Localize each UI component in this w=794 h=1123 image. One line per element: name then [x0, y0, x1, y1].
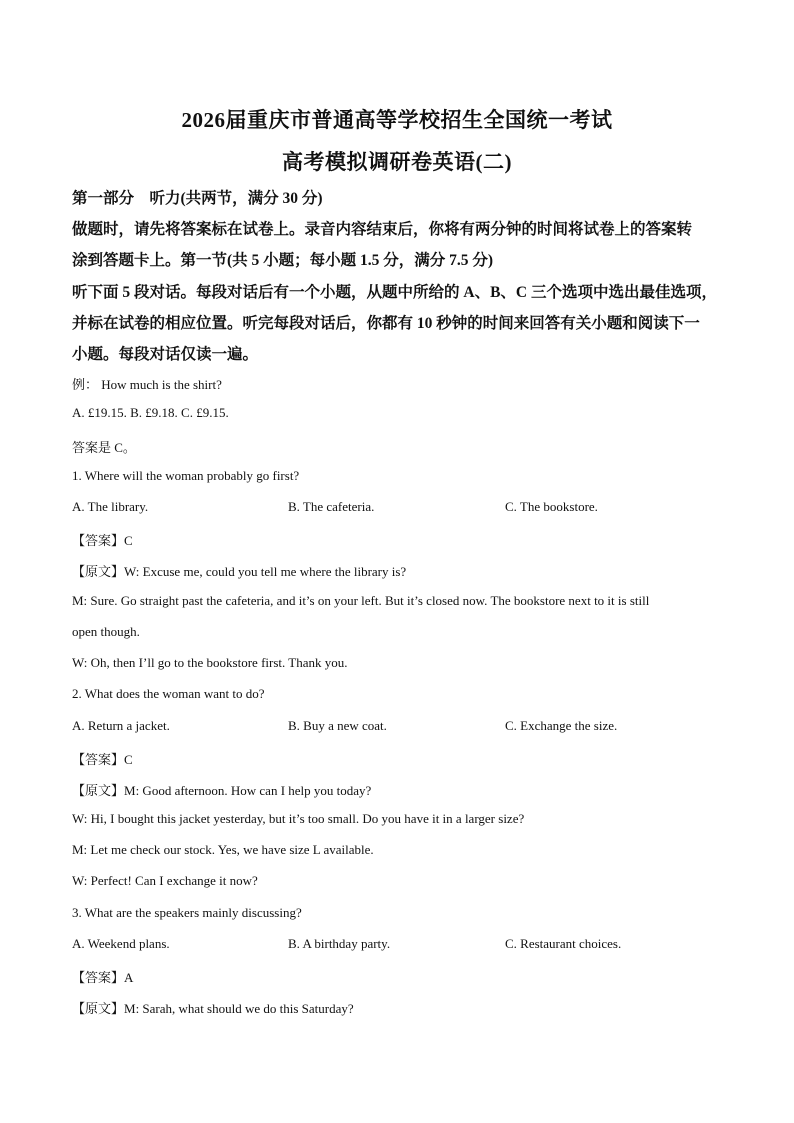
q1-transcript-line: W: Oh, then I’ll go to the bookstore first. Thank you.	[72, 655, 348, 670]
q2-transcript-line	[72, 780, 371, 799]
q1-transcript-line: open though.	[72, 624, 140, 639]
transcript-text: M: Sarah, what should we do this Saturday?	[124, 1001, 354, 1016]
q3-answer	[72, 967, 133, 986]
part-heading: 第一部分 听力(共两节，满分 30 分)	[72, 190, 323, 207]
transcript-tag: 【原文】	[72, 783, 125, 798]
q1-option-b: B. The cafeteria.	[288, 499, 375, 514]
answer-value: A	[124, 970, 134, 985]
instruction-line-3: 小题。每段对话仅读一遍。	[72, 346, 259, 363]
question-3: 3. What are the speakers mainly discussing?	[72, 905, 302, 920]
q2-answer	[72, 749, 133, 768]
answer-tag: 【答案】	[72, 752, 125, 767]
q2-transcript-line: W: Perfect! Can I exchange it now?	[72, 873, 258, 888]
q2-transcript-line: M: Let me check our stock. Yes, we have size L available.	[72, 842, 374, 857]
q3-option-a: A. Weekend plans.	[72, 936, 170, 951]
q3-option-b: B. A birthday party.	[288, 936, 391, 951]
transcript-tag: 【原文】	[72, 564, 125, 579]
q1-transcript-line	[72, 561, 406, 580]
answer-tag: 【答案】	[72, 533, 125, 548]
q3-transcript-line	[72, 998, 354, 1017]
q1-option-c: C. The bookstore.	[505, 499, 598, 514]
question-1: 1. Where will the woman probably go first?	[72, 468, 300, 483]
q3-option-c: C. Restaurant choices.	[505, 936, 622, 951]
exam-subtitle: 高考模拟调研卷英语(二)	[282, 150, 512, 174]
q1-transcript-line: M: Sure. Go straight past the cafeteria, and it’s on your left. But it’s closed now. The bookstore next to it is still	[72, 593, 650, 608]
example-options: A. £19.15. B. £9.18. C. £9.15.	[72, 405, 229, 420]
exam-title: 2026届重庆市普通高等学校招生全国统一考试	[181, 108, 613, 132]
instruction-line-2: 并标在试卷的相应位置。听完每段对话后，你都有 10 秒钟的时间来回答有关小题和阅读下一	[72, 315, 700, 332]
answer-value: C	[124, 752, 133, 767]
q2-option-a: A. Return a jacket.	[72, 718, 170, 733]
example-answer: 答案是 C。	[72, 440, 136, 455]
q2-option-c: C. Exchange the size.	[505, 718, 618, 733]
transcript-tag: 【原文】	[72, 1001, 125, 1016]
transcript-text: M: Good afternoon. How can I help you today?	[124, 783, 372, 798]
question-2: 2. What does the woman want to do?	[72, 686, 265, 701]
intro-line-1: 做题时，请先将答案标在试卷上。录音内容结束后，你将有两分钟的时间将试卷上的答案转	[72, 221, 693, 238]
answer-value: C	[124, 533, 133, 548]
answer-tag: 【答案】	[72, 970, 125, 985]
example-question: 例： How much is the shirt?	[72, 377, 222, 392]
intro-line-2: 涂到答题卡上。第一节(共 5 小题；每小题 1.5 分，满分 7.5 分)	[72, 252, 494, 269]
instruction-line-1: 听下面 5 段对话。每段对话后有一个小题，从题中所给的 A、B、C 三个选项中选出最佳选项，	[72, 284, 717, 301]
q2-transcript-line: W: Hi, I bought this jacket yesterday, but it’s too small. Do you have it in a larger size?	[72, 811, 525, 826]
q1-option-a: A. The library.	[72, 499, 149, 514]
q1-answer	[72, 530, 133, 549]
transcript-text: W: Excuse me, could you tell me where the library is?	[124, 564, 407, 579]
q2-option-b: B. Buy a new coat.	[288, 718, 387, 733]
